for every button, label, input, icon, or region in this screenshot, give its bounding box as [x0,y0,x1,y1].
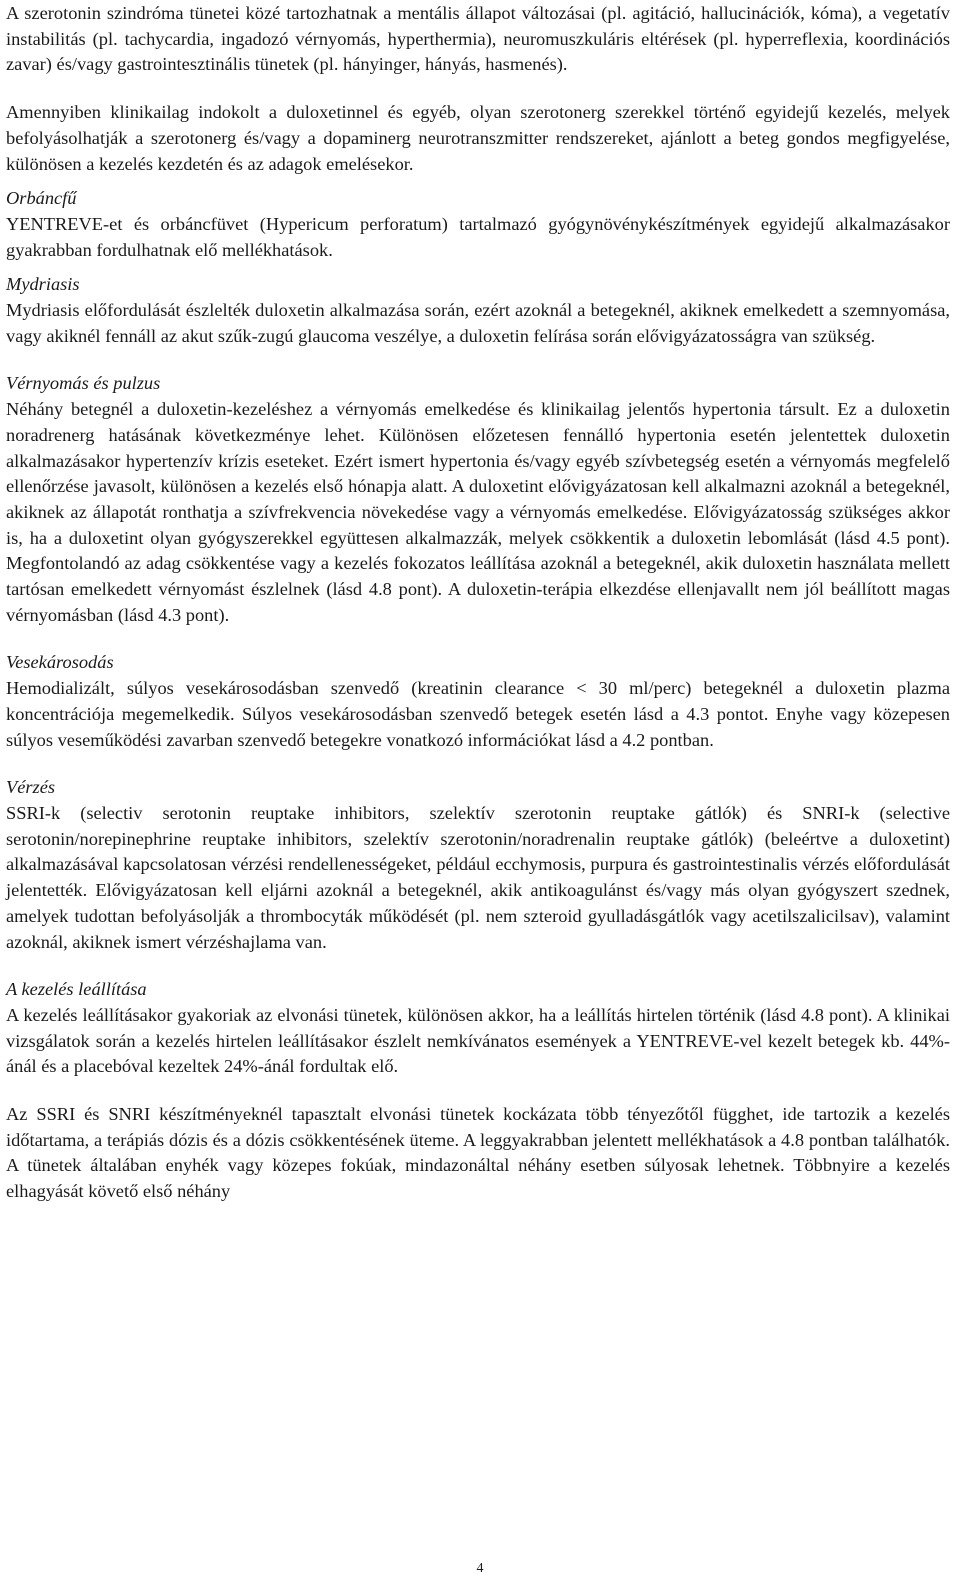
renal-impairment-paragraph: Hemodializált, súlyos vesekárosodásban szenvedő (kreatinin clearance < 30 ml/perc) betegeknél a duloxetin plazma koncentrációja megemelkedik. Súlyos vesekárosodásban szenvedő betegek esetén lásd a 4.3 pontot. Enyhe vagy közepesen súlyos veseműködési zavarban szenvedő betegekre vonatkozó információkat lásd a 4.2 pontban. [6,678,950,750]
bleeding-heading: Vérzés [6,777,56,798]
blood-pressure-heading: Vérnyomás és pulzus [6,373,161,394]
bleeding-paragraph: SSRI-k (selectiv serotonin reuptake inhibitors, szelektív szerotonin reuptake gátlók) és SNRI-k (selective serotonin/norepinephrine reuptake inhibitors, szelektív szerotonin/noradrenalin reuptake gátlók) (beleértve a duloxetint) alkalmazásával kapcsolatosan vérzési rendellenességeket, például ecchymosis, purpura és gastrointestinalis vérzés előfordulását jelentették. Elővigyázatosan kell eljárni azoknál a betegeknél, akik antikoagulánst és/vagy más olyan gyógyszert szednek, amelyek tudottan befolyásolják a thrombocyták működését (pl. nem szteroid gyulladásgátlók vagy acetilszalicilsav), valamint azoknál, akiknek ismert vérzéshajlama van. [6,802,950,952]
st-johns-wort-paragraph: YENTREVE-et és orbáncfüvet (Hypericum perforatum) tartalmazó gyógynövénykészítmények egyidejű alkalmazásakor gyakrabban fordulhatnak elő mellékhatások. [6,213,950,260]
page-number: 4 [476,1561,484,1576]
renal-impairment-heading: Vesekárosodás [6,652,114,673]
document-page [6,1,950,1205]
discontinuation-paragraph: A kezelés leállításakor gyakoriak az elvonási tünetek, különösen akkor, ha a leállítás hirtelen történik (lásd 4.8 pont). A klinikai vizsgálatok során a kezelés hirtelen leállításakor észlelt nemkívánatos események a YENTREVE-vel kezelt betegek kb. 44%-ánál és a placebóval kezeltek 24%-ánál fordultak elő. [6,1004,950,1077]
mydriasis-heading: Mydriasis [6,274,80,295]
discontinuation-paragraph-2: Az SSRI és SNRI készítményeknél tapasztalt elvonási tünetek kockázata több tényezőtől függhet, ide tartozik a kezelés időtartama, a terápiás dózis és a dózis csökkentésének üteme. A leggyakrabban jelentett mellékhatások a 4.8 pontban találhatók. A tünetek általában enyhék vagy közepes fokúak, mindazonáltal néhány esetben súlyosak lehetnek. Többnyire a kezelés elhagyását követő első néhány [6,1104,950,1202]
mydriasis-paragraph: Mydriasis előfordulását észlelték duloxetin alkalmazása során, ezért azoknál a betegeknél, akiknek emelkedett a szemnyomása, vagy akiknél fennáll az akut szűk-zugú glaucoma veszélye, a duloxetin felírása során elővigyázatosságra van szükség. [6,300,950,346]
discontinuation-heading: A kezelés leállítása [6,979,147,1000]
blood-pressure-paragraph: Néhány betegnél a duloxetin-kezeléshez a vérnyomás emelkedése és klinikailag jelentős hypertonia társult. Ez a duloxetin noradrenerg hatásának következménye lehet. Különösen előzetesen fennálló hypertonia esetén jelentettek duloxetin alkalmazásakor hypertenzív krízis eseteket. Ezért ismert hypertonia és/vagy egyéb szívbetegség esetén a vérnyomás megfelelő ellenőrzése javasolt, különösen a kezelés első hónapja alatt. A duloxetint elővigyázatosan kell alkalmazni azoknál a betegeknél, akiknek az állapotát ronthatja a szívfrekvencia növekedése vagy a vérnyomás emelkedése. Elővigyázatosság szükséges akkor is, ha a duloxetint olyan gyógyszerekkel együttesen alkalmazzák, melyek csökkentik a duloxetin lebomlását (lásd 4.5 pont). Megfontolandó az adag csökkentése vagy a kezelés fokozatos leállítása azoknál a betegeknél, akik duloxetin használata mellett tartósan emelkedett vérnyomást észlelnek (lásd 4.8 pont). A duloxetin-terápia elkezdése ellenjavallt nem jól beállított magas vérnyomásban (lásd 4.3 pont). [6,399,950,625]
serotonin-monitoring-paragraph: Amennyiben klinikailag indokolt a duloxetinnel és egyéb, olyan szerotonerg szerekkel történő egyidejű kezelés, melyek befolyásolhatják a szerotonerg és/vagy a dopaminerg neurotranszmitter rendszereket, ajánlott a beteg gondos megfigyelése, különösen a kezelés kezdetén és az adagok emelésekor. [6,102,950,174]
st-johns-wort-heading: Orbáncfű [6,188,77,209]
serotonin-symptoms-paragraph: A szerotonin szindróma tünetei közé tartozhatnak a mentális állapot változásai (pl. agitáció, hallucinációk, kóma), a vegetatív instabilitás (pl. tachycardia, ingadozó vérnyomás, hyperthermia), neuromuszkuláris eltérések (pl. hyperreflexia, koordinációs zavar) és/vagy gastrointesztinális tünetek (pl. hányinger, hányás, hasmenés). [6,3,950,75]
